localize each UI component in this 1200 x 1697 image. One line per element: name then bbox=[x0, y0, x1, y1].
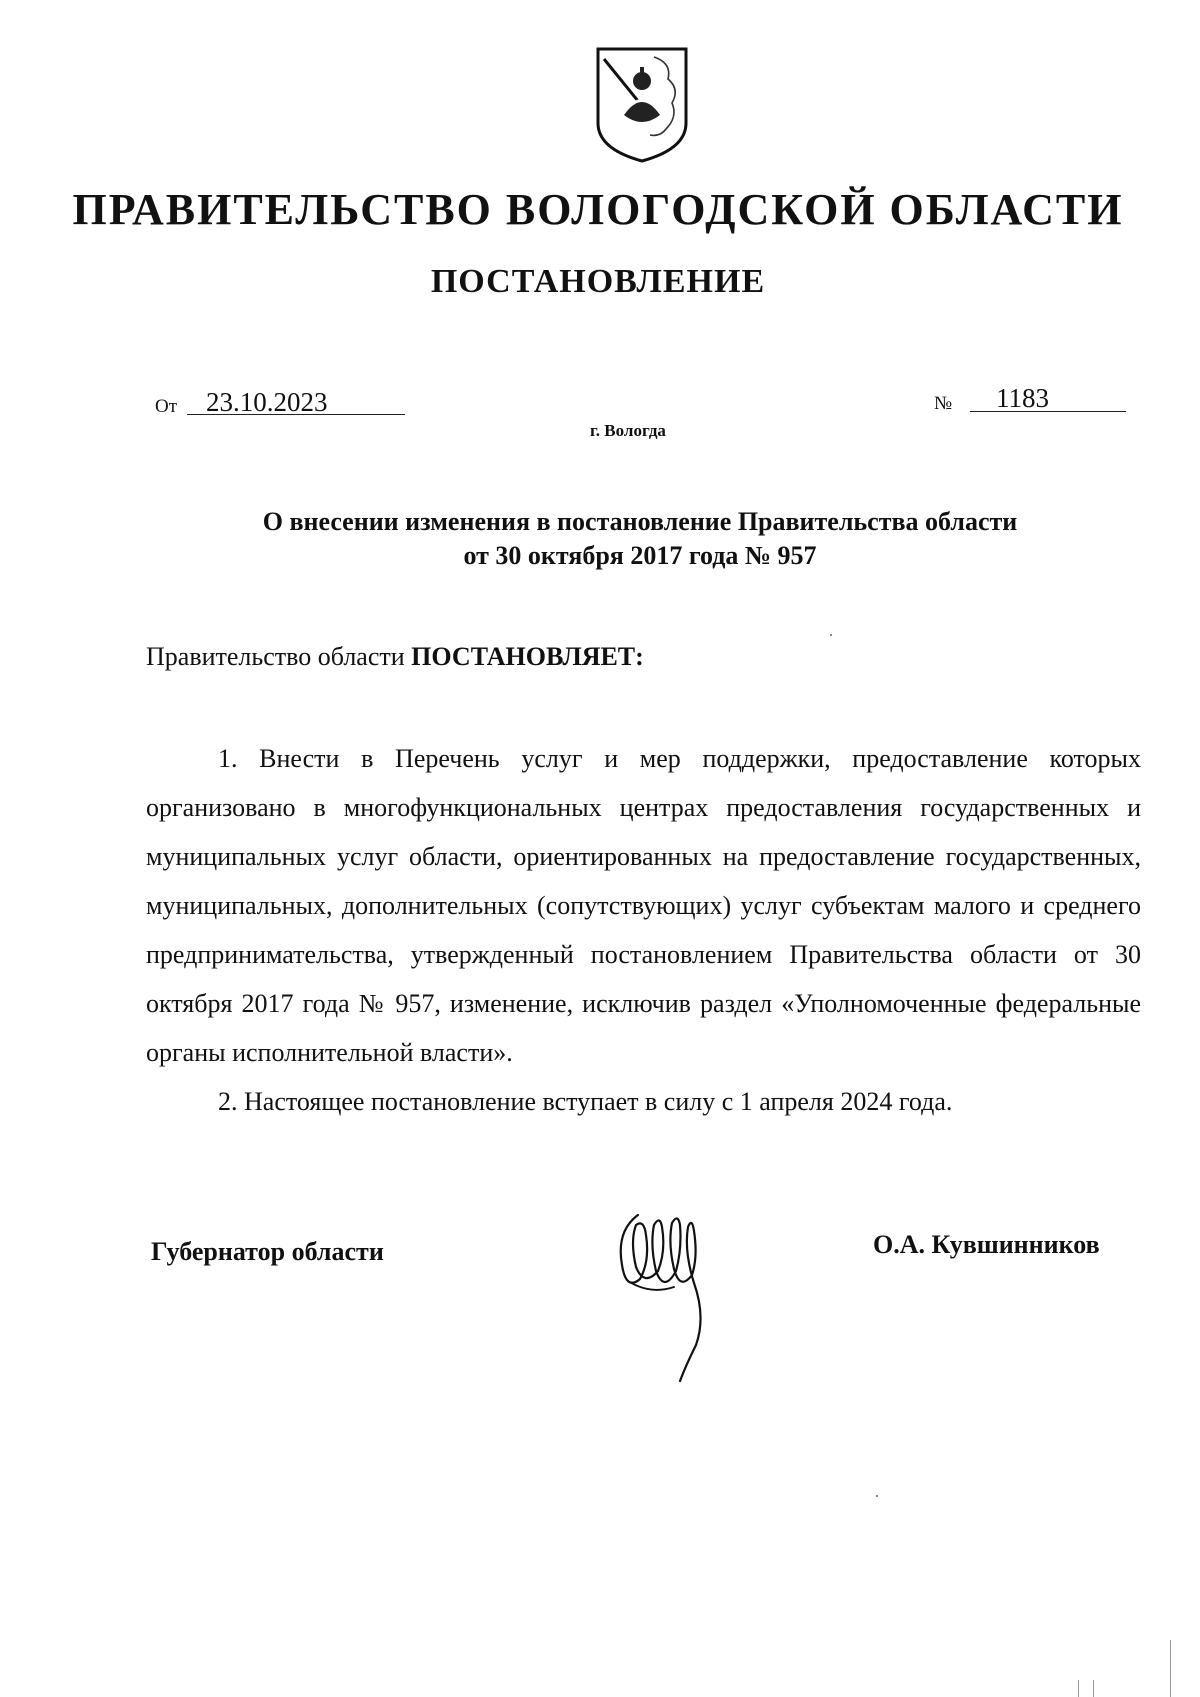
intro-emphasis: ПОСТАНОВЛЯЕТ: bbox=[411, 642, 644, 671]
scan-speck bbox=[876, 1495, 878, 1497]
scan-edge-mark bbox=[1078, 1680, 1094, 1697]
paragraph-2: 2. Настоящее постановление вступает в силу с 1 апреля 2024 года. bbox=[218, 1087, 953, 1116]
document-type: ПОСТАНОВЛЕНИЕ bbox=[430, 263, 766, 300]
document-date: 23.10.2023 bbox=[206, 387, 328, 417]
intro-text: Правительство области bbox=[146, 642, 412, 671]
scan-speck bbox=[830, 634, 832, 636]
handwritten-signature-icon bbox=[610, 1205, 740, 1383]
document-body bbox=[146, 734, 1141, 1126]
signer-name: О.А. Кувшинников bbox=[873, 1230, 1100, 1259]
subject-line-1: О внесении изменения в постановление Правительства области bbox=[262, 507, 1018, 536]
paragraph-1: 1. Внести в Перечень услуг и мер поддержки, предоставление которых организовано в многофункциональных центрах предоставления государственных и муниципальных услуг области, ориентированных на предоставление государственных, муниципальных, дополнительных (сопутствующих) услуг субъектам малого и среднего предпринимательства, утвержденный постановлением Правительства области от 30 октября 2017 года № 957, изменение, исключив раздел «Уполномоченные федеральные органы исполнительной власти». bbox=[146, 744, 1141, 1067]
authority-title: ПРАВИТЕЛЬСТВО ВОЛОГОДСКОЙ ОБЛАСТИ bbox=[72, 185, 1124, 234]
number-prefix: № bbox=[934, 393, 953, 414]
date-prefix: От bbox=[155, 396, 178, 417]
document-subject bbox=[150, 505, 1130, 573]
document-number: 1183 bbox=[996, 383, 1049, 413]
coat-of-arms-icon bbox=[594, 45, 690, 165]
subject-line-2: от 30 октября 2017 года № 957 bbox=[463, 541, 817, 570]
intro-statement bbox=[146, 642, 644, 672]
signer-title: Губернатор области bbox=[151, 1237, 384, 1266]
scan-edge-mark bbox=[1170, 1640, 1171, 1697]
city-label: г. Вологда bbox=[590, 421, 666, 440]
